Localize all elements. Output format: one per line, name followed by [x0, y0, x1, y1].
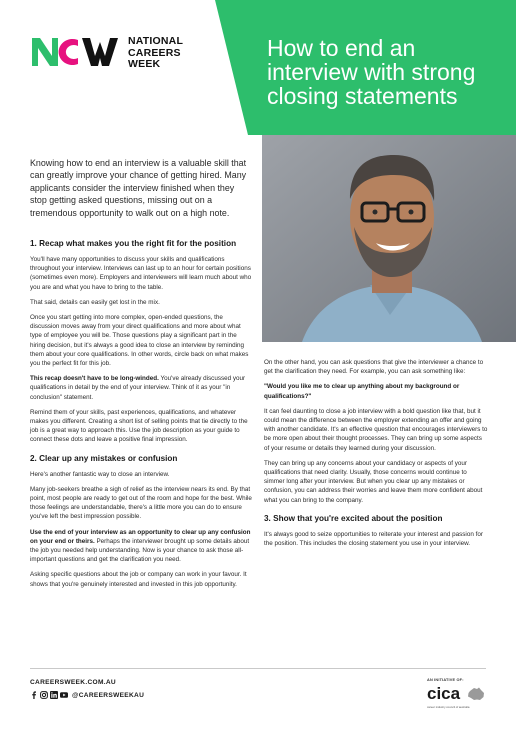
- intro-paragraph: Knowing how to end an interview is a valuable skill that can greatly improve your chance of getting hired. Many applicants consider the interview finished when they stop getting asked questions, missing out on a tremendous opportunity to walk out on a high note.: [30, 158, 247, 218]
- section-2-paragraph-3: [30, 528, 252, 565]
- linkedin-icon[interactable]: [50, 691, 58, 699]
- ncw-logo: [30, 34, 230, 74]
- social-links: [30, 690, 144, 700]
- section-1-paragraph-3: Once you start getting into more complex, open-ended questions, the discussion moves away from your direct qualifications and more about what type of employee you will be. Those questions play a significant part in the hiring decision, but it's always a good idea to close an interview by reminding them about your core qualifications. In other words, circle back on what makes you the perfect fit for this job.: [30, 314, 249, 368]
- facebook-icon[interactable]: [30, 691, 38, 699]
- social-handle[interactable]: @CAREERSWEEKAU: [72, 691, 145, 699]
- initiative-label: AN INITIATIVE OF:: [427, 678, 464, 682]
- smiling-man-photo: [262, 135, 516, 342]
- section-2-emphasis: Use the end of your interview as an opportunity to clear up any confusion on your end or theirs.: [30, 528, 251, 545]
- title-line-3: closing statements: [267, 83, 458, 109]
- section-1-paragraph-2: That said, details can easily get lost in the mix.: [30, 298, 160, 306]
- website-link[interactable]: CAREERSWEEK.COM.AU: [30, 679, 116, 686]
- australia-map-icon: [467, 687, 485, 703]
- portrait-image: [262, 135, 516, 342]
- left-column: [30, 238, 252, 595]
- youtube-icon[interactable]: [60, 691, 68, 699]
- logo-line-week: WEEK: [128, 58, 161, 70]
- page-title: [267, 36, 512, 108]
- title-line-1: How to end an: [267, 35, 416, 61]
- right-paragraph-3: They can bring up any concerns about your candidacy or aspects of your qualifications that need clarity. Usually, those concerns would continue to simmer long after your interview. But when you clear up any mistakes or confusion, you can address their worries and leave them more confident about what you can bring to the company.: [264, 459, 483, 504]
- cica-tagline: career industry council of australia: [427, 705, 470, 709]
- section-1-emphasis: This recap doesn't have to be long-winded.: [30, 375, 159, 383]
- right-column: [264, 358, 488, 554]
- section-3-paragraph-1: It's always good to seize opportunities to reiterate your interest and passion for the position. This includes the closing statement you use in your interview.: [264, 530, 483, 548]
- instagram-icon[interactable]: [40, 691, 48, 699]
- section-1-paragraph-4-rest: You've already discussed your qualifications in detail by the end of your interview. Think of it as your "in conclusion" statement.: [30, 375, 246, 401]
- ncw-logo-mark-icon: [30, 34, 126, 70]
- right-paragraph-2: It can feel daunting to close a job interview with a bold question like that, but it could mean the difference between the employer extending an offer and going with another candidate. It's an effective question that encourages interviewers to be more open about their thought processes. They can bring up some aspects of your resume or details they learned during your discussion.: [264, 407, 488, 452]
- right-paragraph-1: On the other hand, you can ask questions that give the interviewer a chance to get the clarification they need. For example, you can ask something like:: [264, 359, 484, 376]
- footer-divider: [30, 668, 486, 669]
- section-2-paragraph-2: Many job-seekers breathe a sigh of relief as the interview nears its end. By that point, most people are ready to get out of the room and hope for the best. While those feelings are understandable, there's a little more you can do to ensure you've left the best impression possible.: [30, 485, 252, 521]
- logo-line-careers: CAREERS: [128, 46, 181, 59]
- section-1-paragraph-1: You'll have many opportunities to discuss your skills and qualifications throughout your interview. Interviews can last up to an hour for certain positions (sometimes even more). Employers and interviewers will learn much about who you are and what you have to bring to the table.: [30, 256, 252, 291]
- section-1-heading: 1. Recap what makes you the right fit for the position: [30, 239, 237, 248]
- title-line-2: interview with strong: [267, 59, 476, 85]
- section-1-paragraph-4: [30, 374, 252, 402]
- header-banner: [0, 0, 516, 135]
- section-2-heading: 2. Clear up any mistakes or confusion: [30, 453, 178, 463]
- section-2-paragraph-3-rest: Perhaps the interviewer brought up some details about the job you needed help understanding. Now is your chance to ask those all-important questions and get the clarification you need.: [30, 537, 250, 564]
- section-2-paragraph-1: Here's another fantastic way to close an interview.: [30, 470, 170, 478]
- logo-line-national: NATIONAL: [128, 35, 184, 47]
- cica-wordmark: cica: [427, 684, 461, 703]
- cica-logo: [427, 684, 487, 714]
- example-question: [264, 382, 488, 400]
- section-2-paragraph-4: Asking specific questions about the job or company can work in your favour. It shows that you're genuinely interested and invested in this job opportunity.: [30, 571, 247, 588]
- example-question-text: "Would you like me to clear up anything about my background or qualifications?": [264, 383, 460, 400]
- section-1-paragraph-5: Remind them of your skills, past experiences, qualifications, and whatever makes you different. Creating a short list of selling points that tie directly to the job is a great way to approach this. Use the job description as your guide to connect these dots and leave a positive final impression.: [30, 408, 248, 444]
- section-3-heading: 3. Show that you're excited about the position: [264, 513, 443, 523]
